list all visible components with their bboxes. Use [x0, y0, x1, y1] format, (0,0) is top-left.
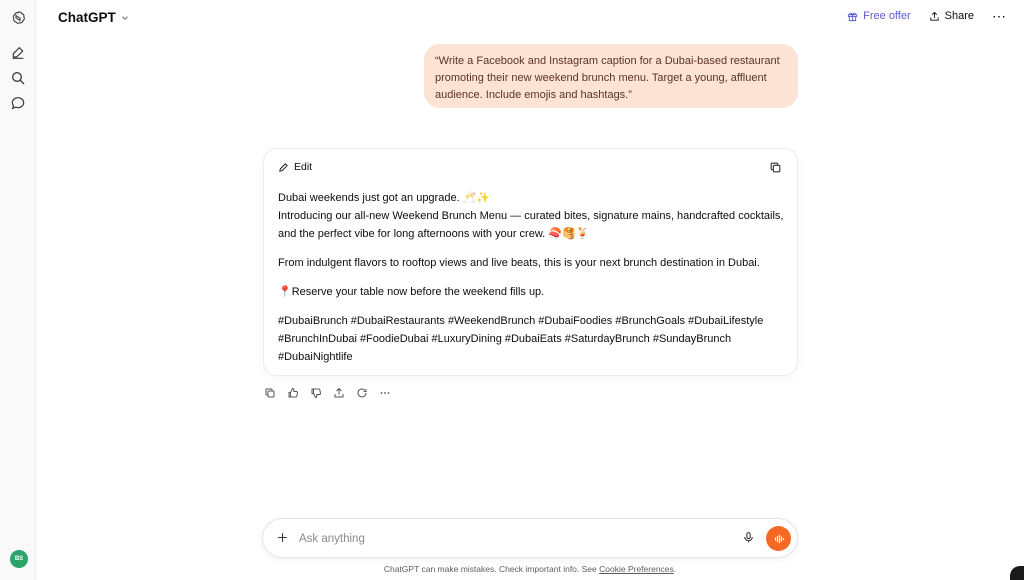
- response-text: [278, 189, 788, 366]
- hashtags: #DubaiBrunch #DubaiRestaurants #WeekendBrunch #DubaiFoodies #BrunchGoals #DubaiLifestyle #BrunchInDubai #FoodieDubai #LuxuryDining #DubaiEats #SaturdayBrunch #SundayBrunch #DubaiNightlife: [278, 315, 764, 363]
- chat-bubble-icon[interactable]: [8, 93, 28, 113]
- response-paragraph: 📍Reserve your table now before the weekend fills up.: [278, 286, 545, 298]
- plus-icon[interactable]: [276, 531, 290, 545]
- response-line: Introducing our all-new Weekend Brunch Menu — curated bites, signature mains, handcrafted cocktails, and the perfect vibe for long afternoons with your crew. 🍣🥞🍹: [278, 210, 784, 240]
- share-button[interactable]: [929, 10, 974, 22]
- share-label: Share: [944, 10, 974, 22]
- pencil-icon: [278, 162, 289, 173]
- gift-icon: [847, 11, 858, 22]
- composer: [262, 518, 798, 558]
- more-options-icon[interactable]: ⋯: [992, 8, 1006, 24]
- avatar[interactable]: BS: [10, 550, 28, 568]
- share-icon[interactable]: [332, 386, 346, 400]
- chevron-down-icon: [120, 13, 130, 23]
- response-line: Dubai weekends just got an upgrade. 🥂✨: [278, 192, 491, 204]
- regenerate-icon[interactable]: [355, 386, 369, 400]
- model-name: ChatGPT: [58, 10, 116, 25]
- message-actions: [263, 386, 392, 400]
- user-message-bubble: [424, 44, 798, 108]
- top-header: [36, 0, 1024, 36]
- voice-mode-button[interactable]: [766, 526, 791, 551]
- thumbs-up-icon[interactable]: [286, 386, 300, 400]
- free-offer-button[interactable]: [847, 10, 911, 22]
- disclaimer-suffix: .: [673, 564, 677, 574]
- more-icon[interactable]: [378, 386, 392, 400]
- microphone-icon[interactable]: [742, 531, 756, 545]
- search-icon[interactable]: [8, 68, 28, 88]
- assistant-response-card: [263, 148, 798, 376]
- thumbs-down-icon[interactable]: [309, 386, 323, 400]
- waveform-icon: [773, 533, 785, 545]
- disclaimer: [0, 564, 1024, 574]
- copy-icon[interactable]: [263, 386, 277, 400]
- model-selector[interactable]: [58, 10, 130, 25]
- disclaimer-text: ChatGPT can make mistakes. Check important info. See: [383, 564, 600, 574]
- free-offer-label: Free offer: [863, 10, 911, 22]
- edit-label: Edit: [294, 161, 313, 173]
- share-icon: [929, 11, 940, 22]
- copy-icon[interactable]: [769, 161, 783, 175]
- openai-logo-icon[interactable]: [8, 8, 28, 28]
- ask-input[interactable]: [299, 529, 719, 549]
- sidebar-rail: [0, 0, 36, 580]
- user-message-text: “Write a Facebook and Instagram caption for a Dubai-based restaurant promoting their new weekend brunch menu. Target a young, affluent audience. Include emojis and hashtags.”: [435, 55, 780, 101]
- edit-button[interactable]: [278, 161, 312, 173]
- cookie-preferences-link[interactable]: Cookie Preferences: [599, 564, 674, 574]
- response-paragraph: From indulgent flavors to rooftop views and live beats, this is your next brunch destination in Dubai.: [278, 257, 760, 269]
- header-actions: [847, 10, 1006, 22]
- new-chat-icon[interactable]: [8, 43, 28, 63]
- corner-widget: [1010, 566, 1024, 580]
